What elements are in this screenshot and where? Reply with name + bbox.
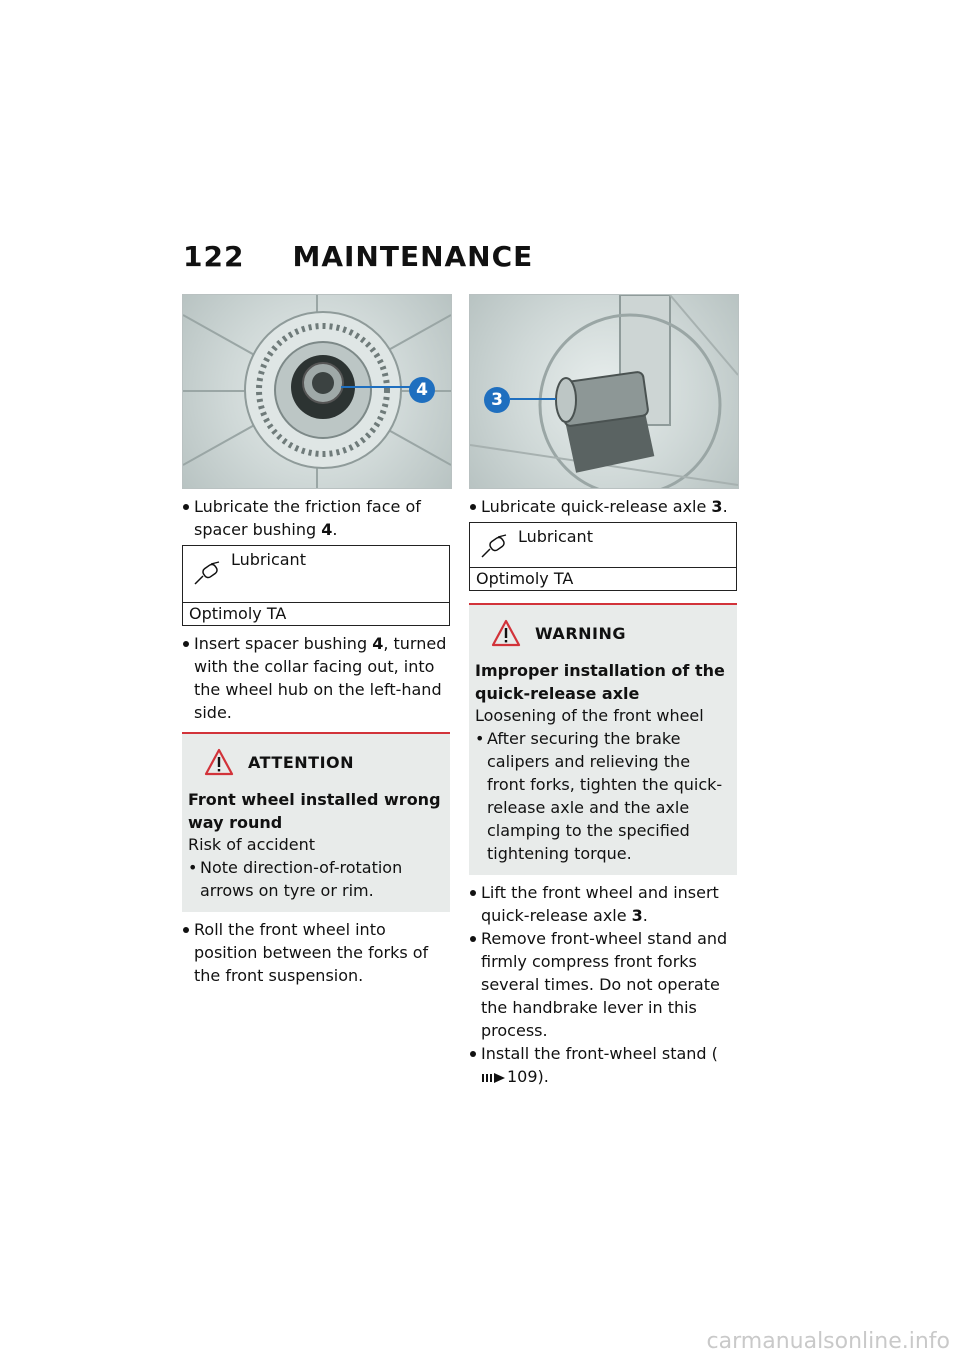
warning-box bbox=[469, 603, 737, 875]
right-column bbox=[469, 294, 737, 1088]
warning-title: WARNING bbox=[535, 623, 626, 643]
step-lubricate-axle: Lubricate quick-release axle 3. bbox=[469, 495, 737, 518]
spacer-bushing-photo bbox=[182, 294, 452, 489]
page-reference-arrow-icon bbox=[481, 1071, 507, 1085]
watermark: carmanualsonline.info bbox=[706, 1329, 950, 1354]
lubricant-value: Optimoly TA bbox=[183, 602, 449, 625]
attention-item: • Note direction-of-rotation arrows on tyre or rim. bbox=[188, 856, 444, 902]
attention-box bbox=[182, 732, 450, 912]
lubricant-table bbox=[182, 545, 450, 626]
step-roll-wheel: Roll the front wheel into position between the forks of the front suspension. bbox=[182, 918, 450, 987]
step-insert-axle: Lift the front wheel and insert quick-release axle 3. bbox=[469, 881, 737, 927]
grease-gun-icon bbox=[191, 560, 223, 588]
page-header bbox=[183, 240, 533, 273]
warning-risk: Loosening of the front wheel bbox=[475, 706, 704, 725]
lubricant-table-right bbox=[469, 522, 737, 591]
warning-item: • After securing the brake calipers and relieving the front forks, tighten the quick-release axle and the axle clamping to the specified tightening torque. bbox=[475, 727, 731, 865]
step-lubricate-bushing: Lubricate the friction face of spacer bushing 4. bbox=[182, 495, 450, 541]
page-title: MAINTENANCE bbox=[292, 240, 534, 273]
callout-3-badge: 3 bbox=[484, 387, 510, 413]
warning-triangle-icon bbox=[204, 748, 234, 776]
quick-release-axle-photo bbox=[469, 294, 739, 489]
warning-triangle-icon bbox=[491, 619, 521, 647]
attention-title: ATTENTION bbox=[248, 752, 355, 772]
attention-subtitle: Front wheel installed wrong way round bbox=[188, 790, 441, 832]
left-column bbox=[182, 294, 450, 987]
step-insert-bushing: Insert spacer bushing 4, turned with the collar facing out, into the wheel hub on the left-hand side. bbox=[182, 632, 450, 724]
page-number: 122 bbox=[183, 240, 245, 273]
step-compress-forks: Remove front-wheel stand and firmly compress front forks several times. Do not operate the handbrake lever in this process. bbox=[469, 927, 737, 1042]
page-reference[interactable]: 109 bbox=[507, 1067, 538, 1086]
lubricant-label: Lubricant bbox=[518, 527, 593, 546]
callout-4-badge: 4 bbox=[409, 377, 435, 403]
attention-risk: Risk of accident bbox=[188, 835, 316, 854]
grease-gun-icon bbox=[478, 533, 510, 561]
lubricant-value: Optimoly TA bbox=[470, 567, 736, 590]
warning-subtitle: Improper installation of the quick-release axle bbox=[475, 661, 725, 703]
step-install-stand: Install the front-wheel stand (109). bbox=[469, 1042, 737, 1088]
lubricant-label: Lubricant bbox=[231, 550, 306, 569]
